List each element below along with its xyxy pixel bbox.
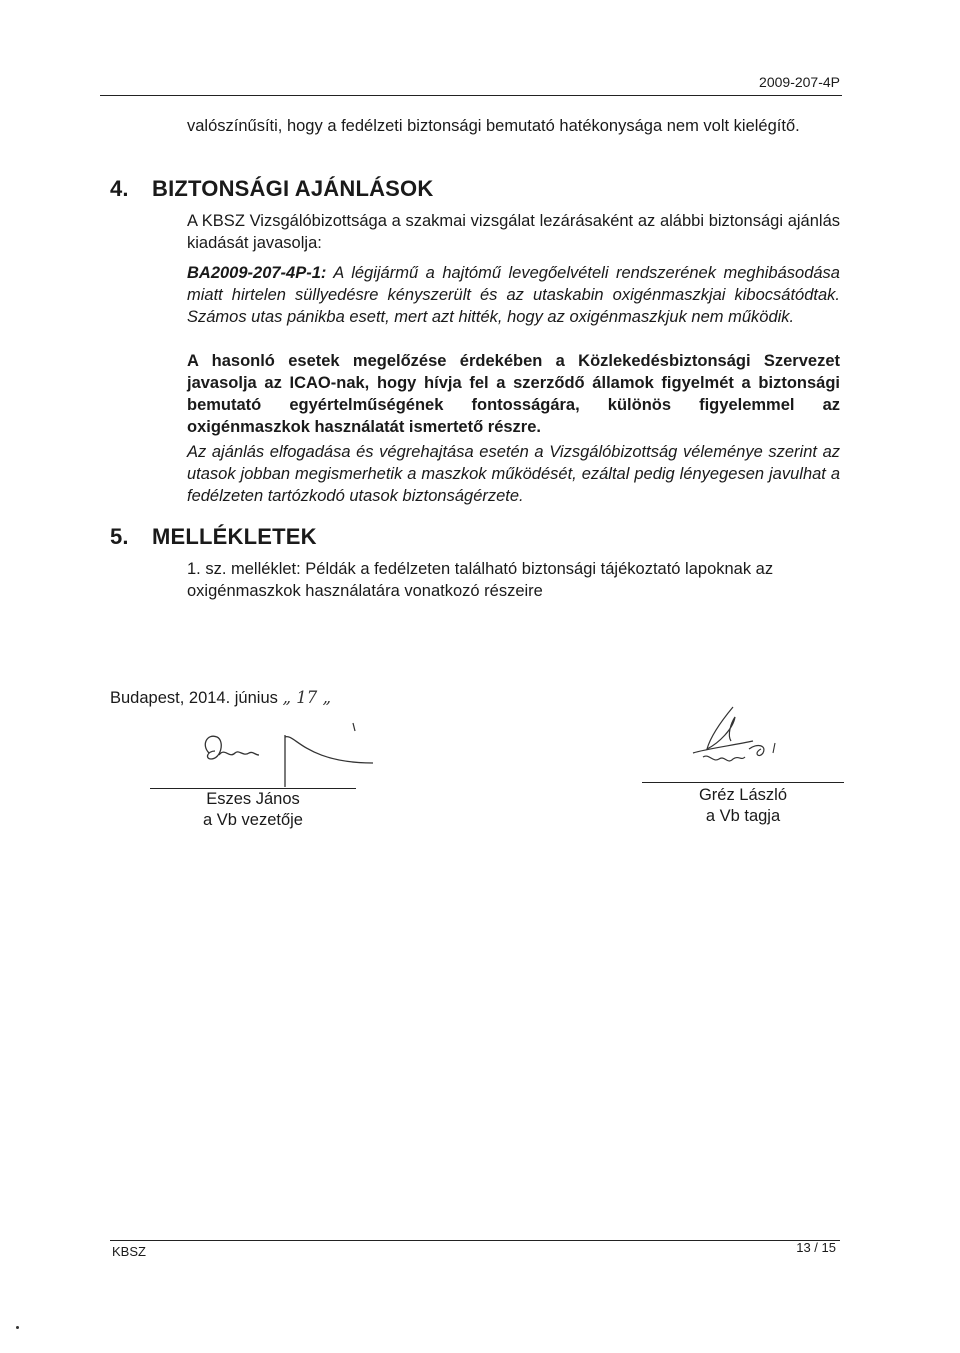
section-4-paragraph: A KBSZ Vizsgálóbizottsága a szakmai vizsgálat lezárásaként az alábbi biztonsági ajánlás kiadását javasolja:	[187, 212, 840, 252]
right-signatory-name: Gréz László	[698, 786, 788, 804]
page-number: 13 / 15	[796, 1240, 836, 1255]
document-id: 2009-207-4P	[759, 74, 840, 90]
left-signatory-name: Eszes János	[206, 790, 300, 808]
footer-org: KBSZ	[112, 1244, 146, 1259]
section-4-heading	[110, 176, 433, 202]
handwritten-day: „ 17 „	[282, 688, 332, 707]
section-5-title: MELLÉKLETEK	[152, 524, 317, 549]
annex-paragraph: 1. sz. melléklet: Példák a fedélzeten található biztonsági tájékoztató lapoknak az oxigénmaszkok használatára vonatkozó részeire	[187, 560, 774, 600]
left-signature-image	[195, 715, 375, 790]
section-4-title: BIZTONSÁGI AJÁNLÁSOK	[152, 176, 434, 201]
place-date	[110, 688, 331, 708]
scan-speck	[16, 1326, 19, 1329]
recommendation-italic-paragraph: Az ajánlás elfogadása és végrehajtása esetén a Vizsgálóbizottság véleménye szerint az utasok jobban megismerhetik a maszkok működését, ezáltal pedig lényegesen javulhat a fedélzeten tartózkodó utasok biztonságérzete.	[187, 443, 840, 505]
section-4-number: 4.	[110, 176, 129, 201]
right-signature-image	[675, 705, 785, 775]
right-signatory-role: a Vb tagja	[705, 807, 781, 825]
left-signatory	[150, 789, 356, 831]
recommendation-bold-paragraph: A hasonló esetek megelőzése érdekében a Közlekedésbiztonsági Szervezet javasolja az ICAO-nak, hogy hívja fel a szerződő államok figyelmét a biztonsági bemutató egyértelműségének fontosságára, különös figyelemmel az oxigénmaszkok használatát ismertető részre.	[187, 352, 840, 436]
right-signatory	[642, 785, 844, 827]
right-signature-line	[642, 782, 844, 783]
header-rule	[100, 95, 842, 96]
recommendation-paragraph	[187, 262, 840, 328]
intro-paragraph: valószínűsíti, hogy a fedélzeti biztonsági bemutató hatékonysága nem volt kielégítő.	[187, 117, 800, 135]
recommendation-id: BA2009-207-4P-1:	[187, 264, 327, 282]
section-5-heading	[110, 524, 317, 550]
footer-rule	[110, 1240, 840, 1241]
section-5-number: 5.	[110, 524, 129, 549]
place-date-text: Budapest, 2014. június	[110, 689, 278, 707]
left-signatory-role: a Vb vezetője	[203, 811, 303, 829]
recommendation-text: A légijármű a hajtómű levegőelvételi rendszerének meghibásodása miatt hirtelen süllyedésre kényszerült és az utaskabin oxigénmaszkjai kibocsátódtak. Számos utas pánikba esett, mert azt hitték, hogy az oxigénmaszkjuk nem működik.	[187, 264, 840, 326]
